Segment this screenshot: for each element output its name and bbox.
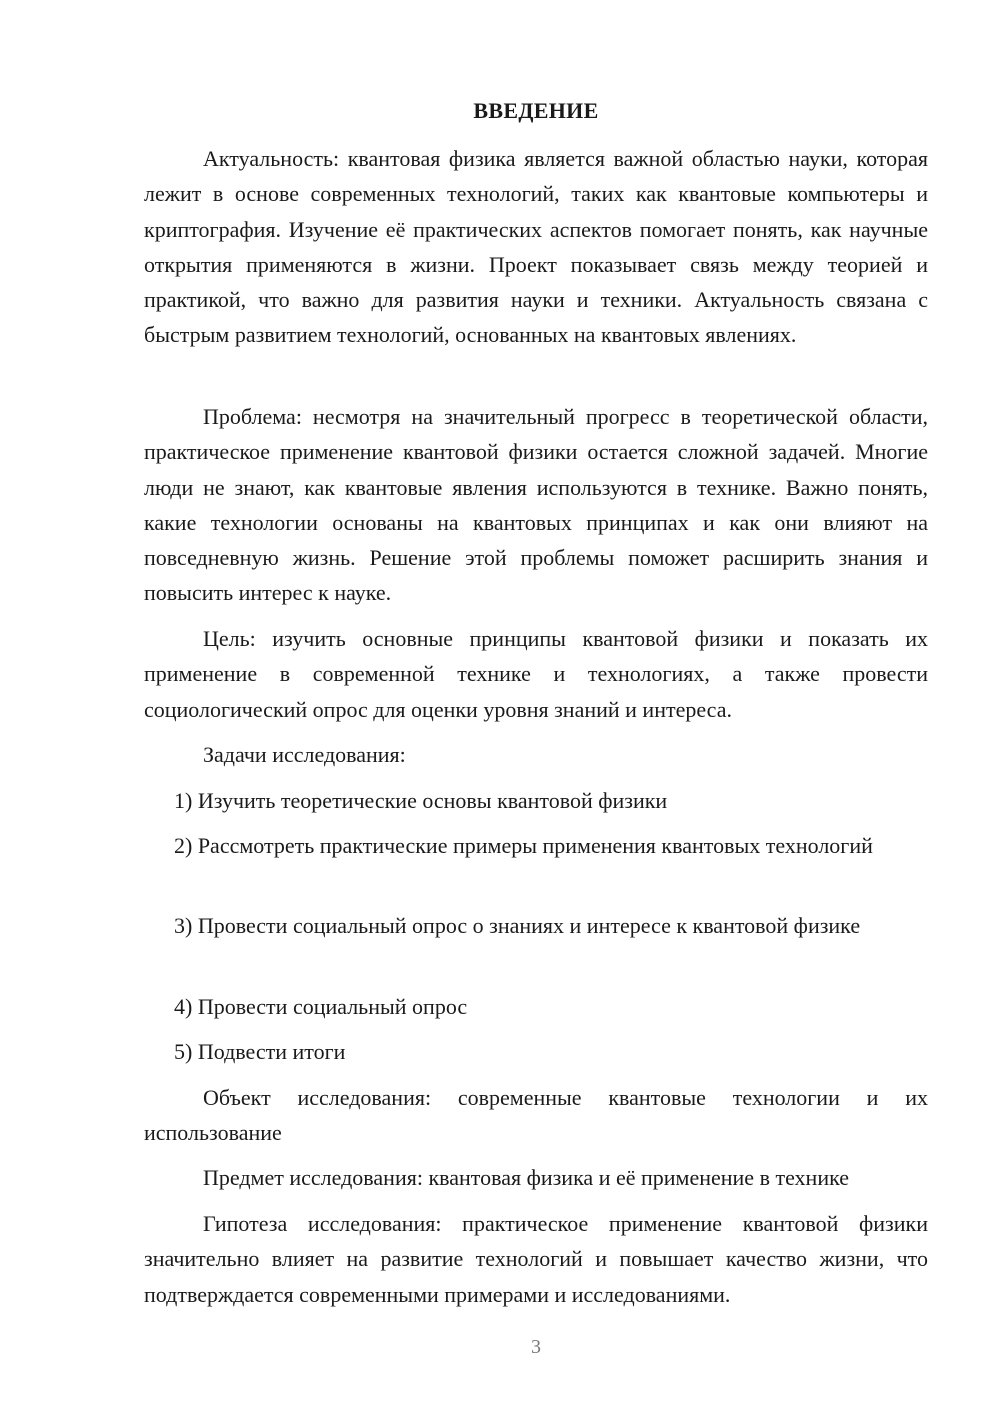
section-title: ВВЕДЕНИЕ — [473, 98, 599, 123]
task-item-5: 5) Подвести итоги — [174, 1039, 346, 1064]
paragraph-hypothesis: Гипотеза исследования: практическое применение квантовой физики значительно влияет на развитие технологий и повышает качество жизни, что подтверждается современными примерами и исследованиями. — [144, 1211, 928, 1307]
task-item-1: 1) Изучить теоретические основы квантовой физики — [174, 788, 668, 813]
task-item-3: 3) Провести социальный опрос о знаниях и интересе к квантовой физике — [174, 913, 861, 938]
paragraph-problem: Проблема: несмотря на значительный прогресс в теоретической области, практическое применение квантовой физики остается сложной задачей. Многие люди не знают, как квантовые явления используются в технике. Важно понять, какие технологии основаны на квантовых принципах и как они влияют на повседневную жизнь. Решение этой проблемы поможет расширить знания и повысить интерес к науке. — [144, 404, 928, 606]
paragraph-relevance: Актуальность: квантовая физика является важной областью науки, которая лежит в основе современных технологий, таких как квантовые компьютеры и криптография. Изучение её практических аспектов помогает понять, как научные открытия применяются в жизни. Проект показывает связь между теорией и практикой, что важно для развития науки и техники. Актуальность связана с быстрым развитием технологий, основанных на квантовых явлениях. — [144, 146, 928, 348]
task-item-2: 2) Рассмотреть практические примеры применения квантовых технологий — [174, 833, 873, 858]
tasks-heading: Задачи исследования: — [203, 742, 406, 767]
paragraph-object: Объект исследования: современные квантовые технологии и их использование — [144, 1085, 928, 1146]
paragraph-subject: Предмет исследования: квантовая физика и её применение в технике — [203, 1165, 850, 1190]
paragraph-goal: Цель: изучить основные принципы квантовой физики и показать их применение в современной технике и технологиях, а также провести социологический опрос для оценки уровня знаний и интереса. — [144, 626, 928, 722]
page-number: 3 — [531, 1336, 541, 1358]
task-item-4: 4) Провести социальный опрос — [174, 994, 468, 1019]
